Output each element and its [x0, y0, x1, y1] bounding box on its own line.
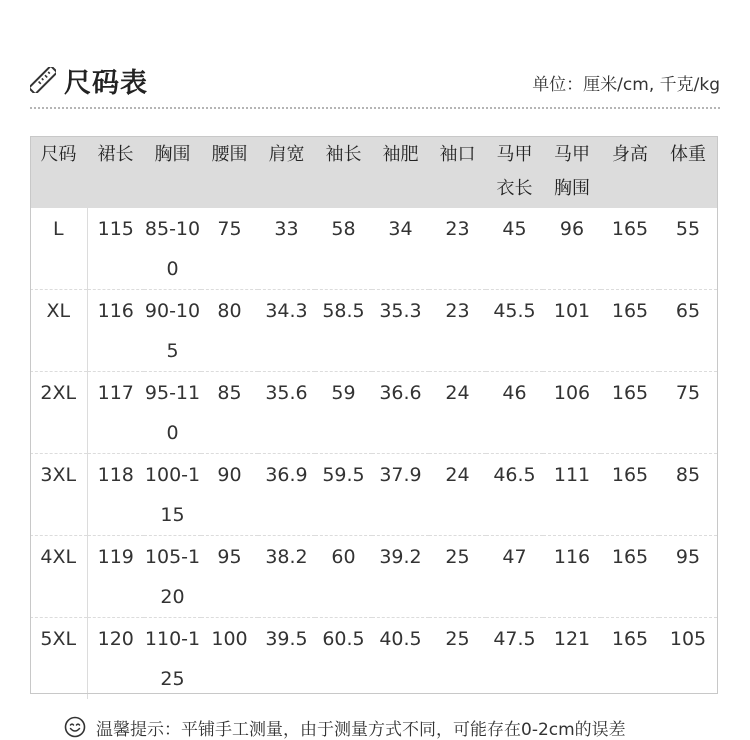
table-row	[30, 372, 717, 454]
measure-cell: 47	[486, 536, 543, 618]
measure-cell: 39.2	[372, 536, 429, 618]
unit-label: 单位：厘米/cm, 千克/kg	[532, 75, 720, 95]
column-header-text: 裙长	[97, 144, 134, 165]
measure-cell: 165	[601, 536, 659, 618]
size-chart-header	[30, 60, 720, 100]
measure-cell: 105	[669, 628, 707, 650]
size-cell: 3XL	[30, 454, 87, 536]
measure-cell: 58.5	[315, 290, 372, 372]
measure-cell: 25	[445, 628, 470, 650]
measure-cell: 101	[543, 290, 601, 372]
measure-cell: 119	[87, 536, 144, 618]
table-row	[30, 290, 717, 372]
measure-cell: 36.9	[258, 454, 315, 536]
column-header-text: 袖口	[439, 144, 476, 165]
column-header	[372, 136, 429, 208]
measure-cell: 33	[258, 208, 315, 290]
measure-cell: 39.5	[265, 628, 308, 650]
column-header-text: 身高	[612, 144, 648, 165]
measure-cell: 165	[601, 454, 659, 536]
table-row	[30, 618, 717, 700]
measure-cell: 60.5	[322, 628, 365, 650]
column-header	[543, 136, 601, 208]
measure-cell: 59.5	[315, 454, 372, 536]
measure-cell: 23	[429, 290, 486, 372]
column-header	[30, 136, 87, 208]
dotted-divider	[30, 107, 720, 109]
measure-cell: 165	[601, 290, 659, 372]
measure-cell: 45	[486, 208, 543, 290]
tip-text: 温馨提示：平铺手工测量，由于测量方式不同，可能存在0-2cm的误差	[96, 719, 626, 740]
title-group	[30, 60, 148, 100]
column-header-text: 袖长	[325, 144, 362, 165]
measure-cell: 106	[543, 372, 601, 454]
column-header	[429, 136, 486, 208]
measure-cell: 105-120	[144, 536, 201, 618]
measure-cell: 24	[429, 454, 486, 536]
column-header	[144, 136, 201, 208]
column-header	[315, 136, 372, 208]
measure-cell: 165	[611, 628, 649, 650]
page-title: 尺码表	[64, 67, 148, 99]
column-header-text: 腰围	[211, 144, 248, 165]
measure-cell: 95-110	[144, 372, 201, 454]
size-table	[30, 136, 717, 699]
measure-cell: 35.3	[372, 290, 429, 372]
measure-cell: 59	[315, 372, 372, 454]
table-header-row	[30, 136, 717, 208]
column-header-text: 马甲	[554, 144, 590, 165]
measure-cell: 37.9	[372, 454, 429, 536]
measure-cell: 96	[543, 208, 601, 290]
smile-icon	[64, 716, 86, 738]
column-header	[201, 136, 258, 208]
column-header-text: 胸围	[154, 144, 191, 165]
measure-cell: 80	[201, 290, 258, 372]
measure-cell: 95	[201, 536, 258, 618]
column-header	[486, 136, 543, 208]
measure-cell: 118	[87, 454, 144, 536]
size-cell: 2XL	[30, 372, 87, 454]
measure-cell: 165	[601, 372, 659, 454]
measure-cell: 95	[659, 536, 717, 618]
footer-tip	[64, 714, 626, 740]
measure-cell: 100	[211, 628, 248, 650]
measure-cell: 165	[601, 208, 659, 290]
column-header	[258, 136, 315, 208]
measure-cell: 120	[97, 628, 134, 650]
column-header	[659, 136, 717, 208]
measure-cell: 55	[659, 208, 717, 290]
size-cell: L	[30, 208, 87, 290]
column-header-text: 体重	[670, 144, 706, 165]
measure-cell: 47.5	[493, 628, 536, 650]
measure-cell: 45.5	[486, 290, 543, 372]
measure-cell: 36.6	[372, 372, 429, 454]
measure-cell: 117	[87, 372, 144, 454]
measure-cell: 25	[429, 536, 486, 618]
measure-cell: 85-100	[144, 208, 201, 290]
measure-cell: 58	[315, 208, 372, 290]
table-body	[30, 208, 717, 699]
measure-cell: 75	[659, 372, 717, 454]
size-cell: XL	[30, 290, 87, 372]
measure-cell: 46	[486, 372, 543, 454]
measure-cell: 116	[87, 290, 144, 372]
measure-cell: 115	[87, 208, 144, 290]
column-header	[87, 136, 144, 208]
measure-cell: 46.5	[486, 454, 543, 536]
column-header	[601, 136, 659, 208]
column-header-text: 马甲	[496, 144, 533, 165]
measure-cell: 60	[315, 536, 372, 618]
table-row	[30, 208, 717, 290]
column-header-text: 袖肥	[382, 144, 419, 165]
size-cell: 4XL	[30, 536, 87, 618]
measure-cell: 34.3	[258, 290, 315, 372]
column-header-text: 肩宽	[268, 144, 305, 165]
measure-cell: 100-115	[144, 454, 201, 536]
measure-cell: 116	[543, 536, 601, 618]
size-cell: 5XL	[30, 618, 87, 700]
measure-cell: 34	[372, 208, 429, 290]
column-header-text: 衣长	[496, 178, 533, 199]
measure-cell: 111	[543, 454, 601, 536]
measure-cell: 90	[201, 454, 258, 536]
column-header-text: 尺码	[40, 144, 77, 165]
measure-cell: 65	[659, 290, 717, 372]
measure-cell: 90-105	[144, 290, 201, 372]
table-row	[30, 536, 717, 618]
measure-cell: 38.2	[258, 536, 315, 618]
measure-cell: 35.6	[258, 372, 315, 454]
measure-cell: 85	[201, 372, 258, 454]
ruler-icon	[30, 67, 56, 93]
measure-cell: 24	[429, 372, 486, 454]
measure-cell: 110-125	[144, 628, 201, 690]
column-header-text: 胸围	[554, 178, 590, 199]
measure-cell: 23	[429, 208, 486, 290]
measure-cell: 85	[659, 454, 717, 536]
table-row	[30, 454, 717, 536]
measure-cell: 121	[553, 628, 591, 650]
measure-cell: 75	[201, 208, 258, 290]
measure-cell: 40.5	[379, 628, 422, 650]
